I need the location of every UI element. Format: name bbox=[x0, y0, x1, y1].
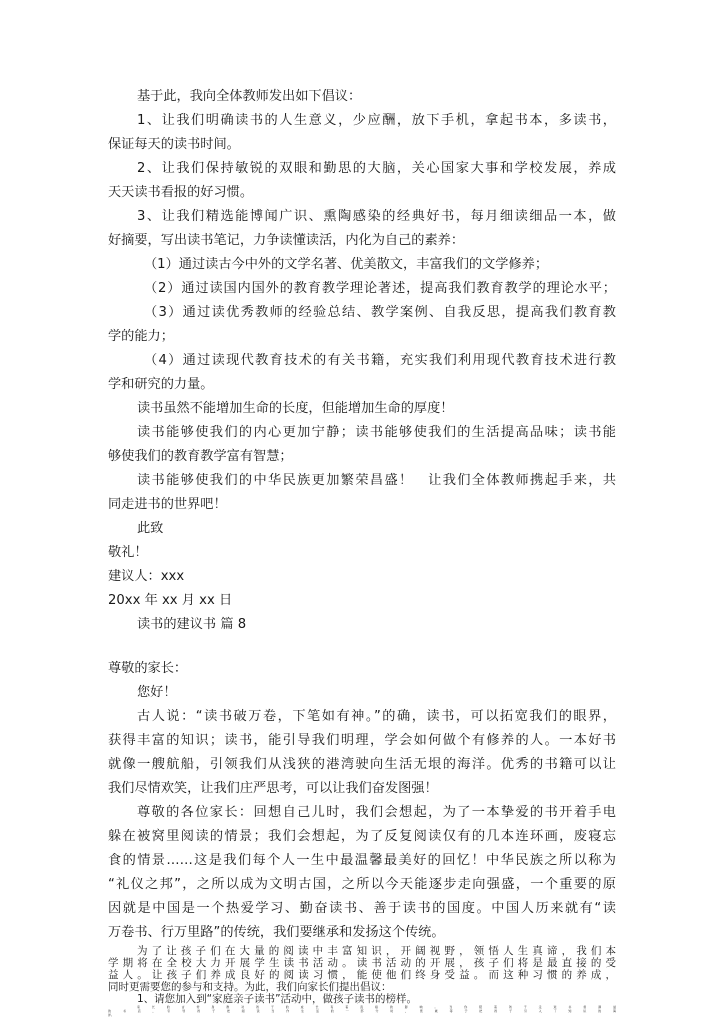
text-line: 同走进书的世界吧！ bbox=[108, 497, 227, 512]
text-line: 学的能力； bbox=[108, 329, 174, 344]
text-line: 3、让我们精选能博闻广识、熏陶感染的经典好书，每月细读细品一本，做 bbox=[137, 209, 616, 224]
text-line: （4）通过读现代教育技术的有关书籍，充实我们利用现代教育技术进行教 bbox=[144, 353, 616, 368]
text-line: 益人。让孩子们养成良好的阅读习惯，能使他们终身受益。而这种习惯的养成， bbox=[108, 969, 616, 981]
text-line: 好摘要，写出读书笔记，力争读懂读活，内化为自己的素养： bbox=[108, 233, 465, 248]
text-line: 学和研究的力量。 bbox=[108, 377, 214, 392]
text-line: 躲在被窝里阅读的情景；我们会想起，为了反复阅读仅有的几本连环画，废寝忘 bbox=[108, 829, 616, 844]
text-line: 读书能够使我们的内心更加宁静；读书能够使我们的生活提高品味；读书能 bbox=[137, 425, 616, 440]
text-line: 的书店，引导孩子把阅读当作生活的一部分时，您就等于把孩子引入了知识的海 bbox=[108, 1009, 616, 1013]
text-line: 学期将在全校大力开展学生读书活动。读书活动的开展，孩子们将是最直接的受 bbox=[108, 957, 616, 969]
text-line: 读书虽然不能增加生命的长度，但能增加生命的厚度！ bbox=[137, 401, 454, 416]
text-line: 尊敬的各位家长：回想自己儿时，我们会想起，为了一本挚爱的书开着手电 bbox=[137, 805, 616, 820]
date-line: 20xx 年 xx 月 xx 日 bbox=[108, 593, 233, 608]
text-line: 1、请您加入到“家庭亲子读书”活动中，做孩子读书的榜样。 bbox=[137, 993, 418, 1005]
text-line: 洋。 bbox=[108, 1013, 115, 1017]
text-line: 万卷书、行万里路”的传统，我们要继承和发扬这个传统。 bbox=[108, 925, 445, 940]
signer-line: 建议人：xxx bbox=[108, 569, 185, 584]
text-line: 就像一艘航船，引领我们从浅狭的港湾驶向生活无垠的海洋。优秀的书籍可以让 bbox=[108, 757, 616, 772]
text-line: 2、让我们保持敏锐的双眼和勤思的大脑，关心国家大事和学校发展，养成 bbox=[137, 161, 616, 176]
closing-line: 此致 bbox=[137, 521, 164, 536]
text-line: （3）通过读优秀教师的经验总结、教学案例、自我反思，提高我们教育教 bbox=[144, 305, 616, 320]
text-line: “礼仪之邦”，之所以成为文明古国，之所以今天能逐步走向强盛，一个重要的原 bbox=[108, 877, 616, 892]
text-line: 天天读书看报的好习惯。 bbox=[108, 185, 254, 200]
text-line: （1）通过读古今中外的文学名著、优美散文，丰富我们的文学修养； bbox=[144, 257, 549, 272]
text-line: 您好！ bbox=[137, 685, 177, 700]
text-line: 基于此，我向全体教师发出如下倡议： bbox=[137, 89, 362, 104]
text-line: 保证每天的读书时间。 bbox=[108, 137, 240, 152]
text-line: 食的情景……这是我们每个人一生中最温馨最美好的回忆！中华民族之所以称为 bbox=[108, 853, 616, 868]
text-line: （2）通过读国内国外的教育教学理论著述，提高我们教育教学的理论水平； bbox=[144, 281, 616, 296]
text-line: 家长的言传身教对孩子的成长有着直接的影响。当你陪着孩子走进书香满溢 bbox=[137, 1005, 616, 1009]
text-line: 获得丰富的知识；读书，能引导我们明理，学会如何做个有修养的人。一本好书 bbox=[108, 733, 616, 748]
salutation-line: 敬礼！ bbox=[108, 545, 148, 560]
text-line: 古人说：“读书破万卷，下笔如有神。”的确，读书，可以拓宽我们的眼界， bbox=[137, 709, 616, 724]
text-line: 因就是中国是一个热爱学习、勤奋读书、善于读书的国度。中国人历来就有“读 bbox=[108, 901, 616, 916]
text-line: 1、让我们明确读书的人生意义，少应酬，放下手机，拿起书本，多读书， bbox=[137, 113, 616, 128]
text-line: 够使我们的教育教学富有智慧； bbox=[108, 449, 293, 464]
section-heading: 读书的建议书 篇 8 bbox=[137, 617, 247, 632]
text-line: 同时更需要您的参与和支持。为此，我们向家长们提出倡议： bbox=[108, 981, 392, 993]
greeting-line: 尊敬的家长： bbox=[108, 661, 188, 676]
text-line: 为了让孩子们在大量的阅读中丰富知识，开阔视野，领悟人生真谛，我们本 bbox=[137, 945, 616, 957]
text-line: 读书能够使我们的中华民族更加繁荣昌盛！ 让我们全体教师携起手来，共 bbox=[137, 473, 616, 488]
text-line: 我们尽情欢笑，让我们庄严思考，可以让我们奋发图强！ bbox=[108, 781, 438, 796]
